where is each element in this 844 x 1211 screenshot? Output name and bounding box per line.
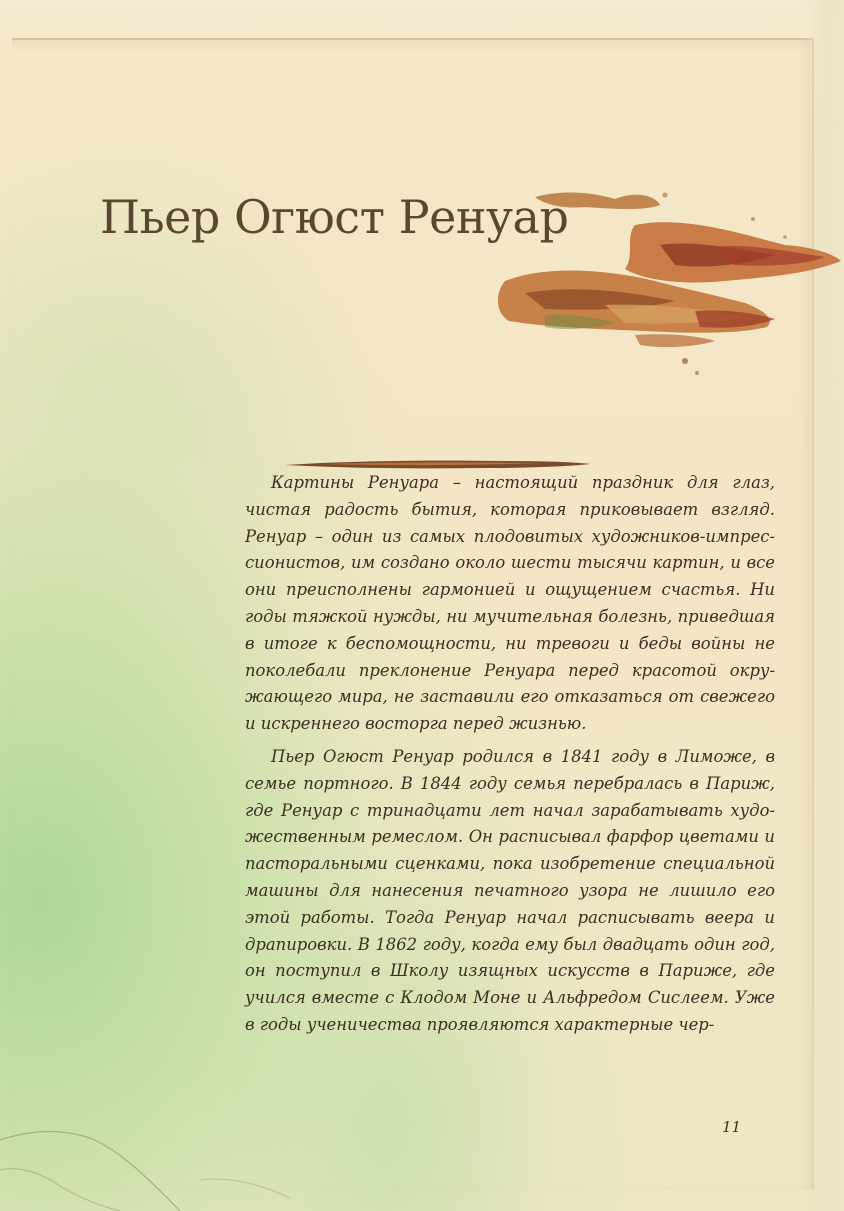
paper-edge-right (804, 0, 844, 1211)
paper-edge-top (0, 0, 844, 38)
page-title: Пьер Огюст Ренуар (100, 190, 569, 244)
paragraph-biography: Пьер Огюст Ренуар родился в 1841 году в Лиможе, в семье портного. В 1844 году семья перебралась в Париж, где Ренуар с тринадцати лет начал зарабатывать художественным ремеслом. Он расписывал фарфор цветами и пасторальными сценками, пока изобретение специальной машины для нанесения печатного узора не лишило его этой работы. Тогда Ренуар начал расписывать веера и драпировки. В 1862 году, когда ему был двадцать один год, он поступил в Школу изящных искусств в Париже, где учился вместе с Клодом Моне и Альфредом Сислеем. Уже в годы ученичества проявляются характерные чер- (245, 746, 775, 1034)
body-text (245, 470, 775, 1039)
sketch-lines-decoration (0, 1080, 360, 1211)
brush-divider (283, 458, 593, 470)
page-number: 11 (722, 1118, 742, 1136)
paragraph-intro: Картины Ренуара – настоящий праздник для глаз, чистая радость бытия, которая приковывает взгляд. Ренуар – один из самых плодовитых художников-импрессионистов, им создано около шести тысячи картин, и все они преисполнены гармонией и ощущением счастья. Ни годы тяжкой нужды, ни мучительная болезнь, приведшая в итоге к беспомощности, ни тревоги и беды войны не поколебали преклонение Ренуара перед красотой окружающего мира, не заставили его отказаться от свежего и искреннего восторга перед жизнью. (245, 473, 775, 734)
